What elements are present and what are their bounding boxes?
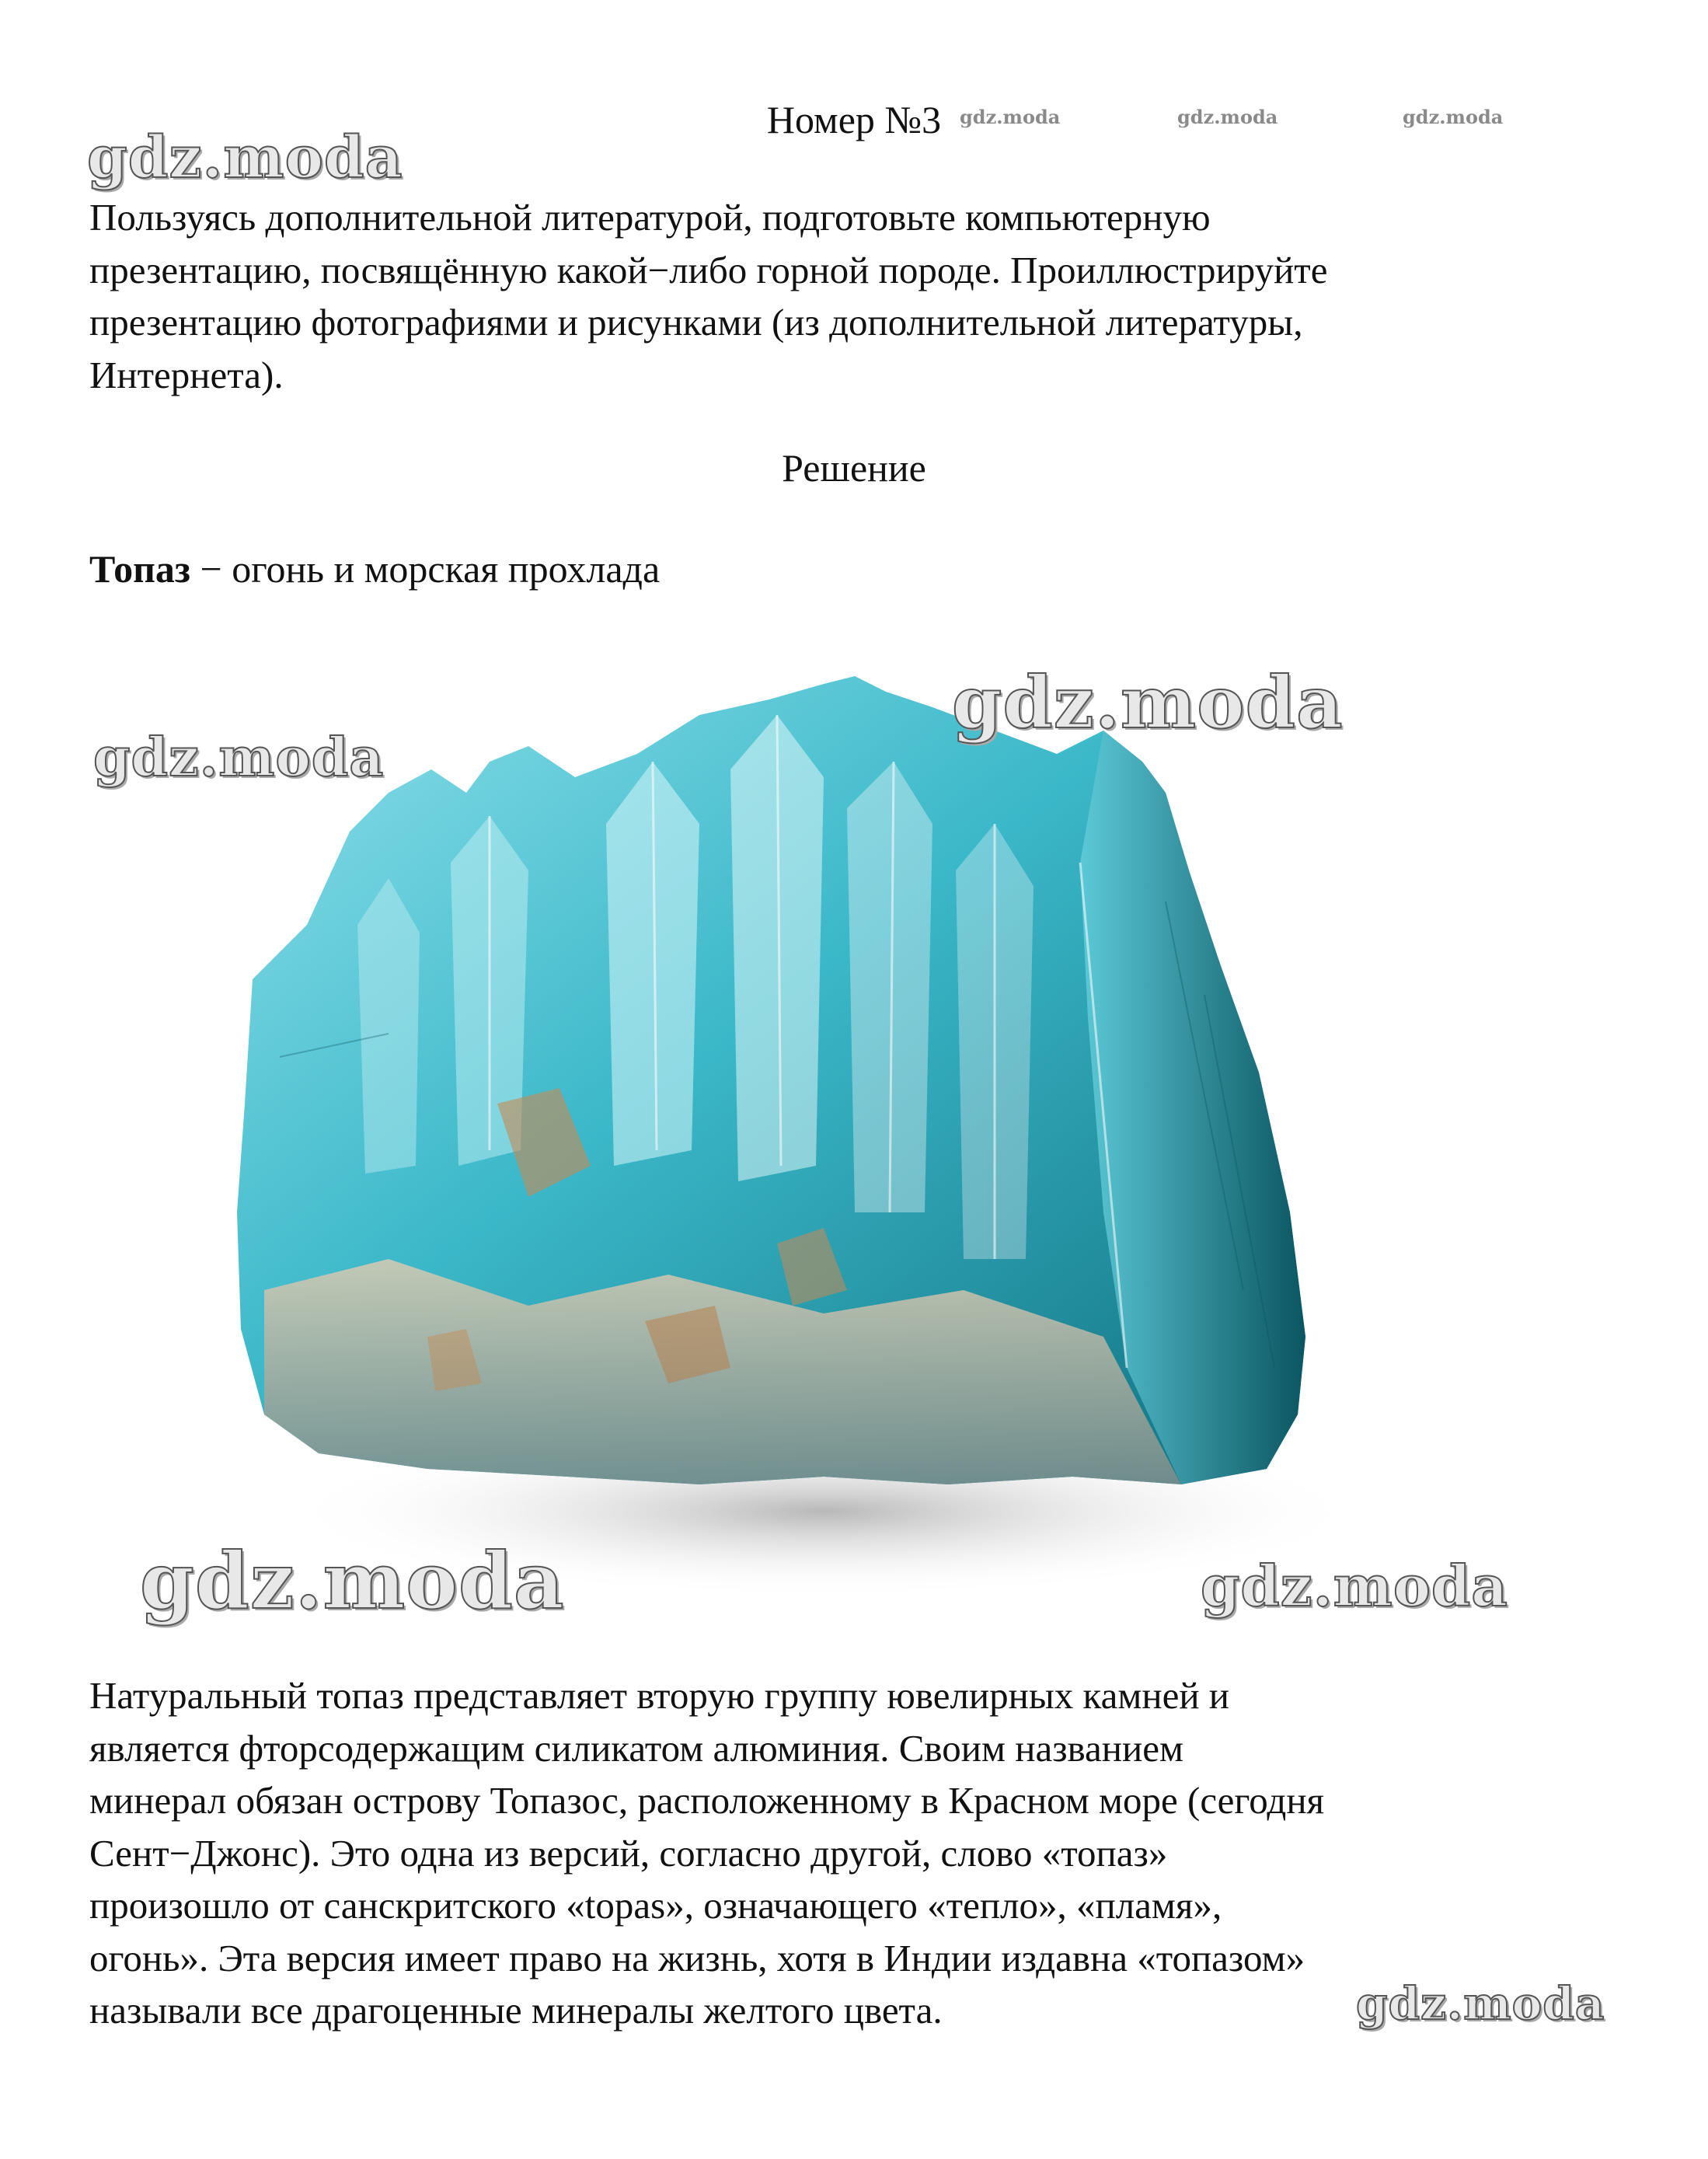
description-line: Сент−Джонс). Это одна из версий, согласно другой, слово «топаз» (89, 1831, 1168, 1875)
description-line: Натуральный топаз представляет вторую группу ювелирных камней и (89, 1674, 1230, 1717)
watermark: gdz.moda (93, 727, 385, 789)
description-line: является фторсодержащим силикатом алюминия. Своим названием (89, 1726, 1183, 1770)
description-line: минерал обязан острову Топазос, расположенному в Красном море (сегодня (89, 1779, 1325, 1822)
watermark: gdz.moda (87, 124, 403, 191)
watermark: gdz.moda (1403, 106, 1504, 128)
watermark: gdz.moda (1201, 1553, 1508, 1619)
watermark: gdz.moda (1177, 106, 1278, 128)
description-line: произошло от санскритского «topas», означающего «тепло», «пламя», (89, 1884, 1222, 1927)
topaz-subtitle-rest: − огонь и морская прохлада (190, 547, 661, 591)
task-text (89, 191, 1636, 401)
watermark: gdz.moda (1356, 1977, 1605, 2030)
topaz-crystal-photo (233, 668, 1383, 1617)
task-line: Интернета). (89, 353, 284, 396)
page-title: Номер №3 (766, 98, 942, 141)
solution-heading: Решение (782, 446, 926, 490)
topaz-subtitle-bold: Топаз (89, 547, 191, 591)
watermark: gdz.moda (960, 106, 1061, 128)
task-line: презентацию фотографиями и рисунками (из дополнительной литературы, (89, 301, 1303, 344)
topaz-subtitle (89, 546, 660, 592)
task-line: Пользуясь дополнительной литературой, подготовьте компьютерную (89, 196, 1211, 239)
watermark: gdz.moda (140, 1535, 565, 1627)
description-line: огонь». Эта версия имеет право на жизнь, хотя в Индии издавна «топазом» (89, 1936, 1305, 1979)
watermark: gdz.moda (952, 661, 1344, 745)
task-line: презентацию, посвящённую какой−либо горной породе. Проиллюстрируйте (89, 248, 1328, 291)
description-line: называли все драгоценные минералы желтого цвета. (89, 1989, 943, 2032)
